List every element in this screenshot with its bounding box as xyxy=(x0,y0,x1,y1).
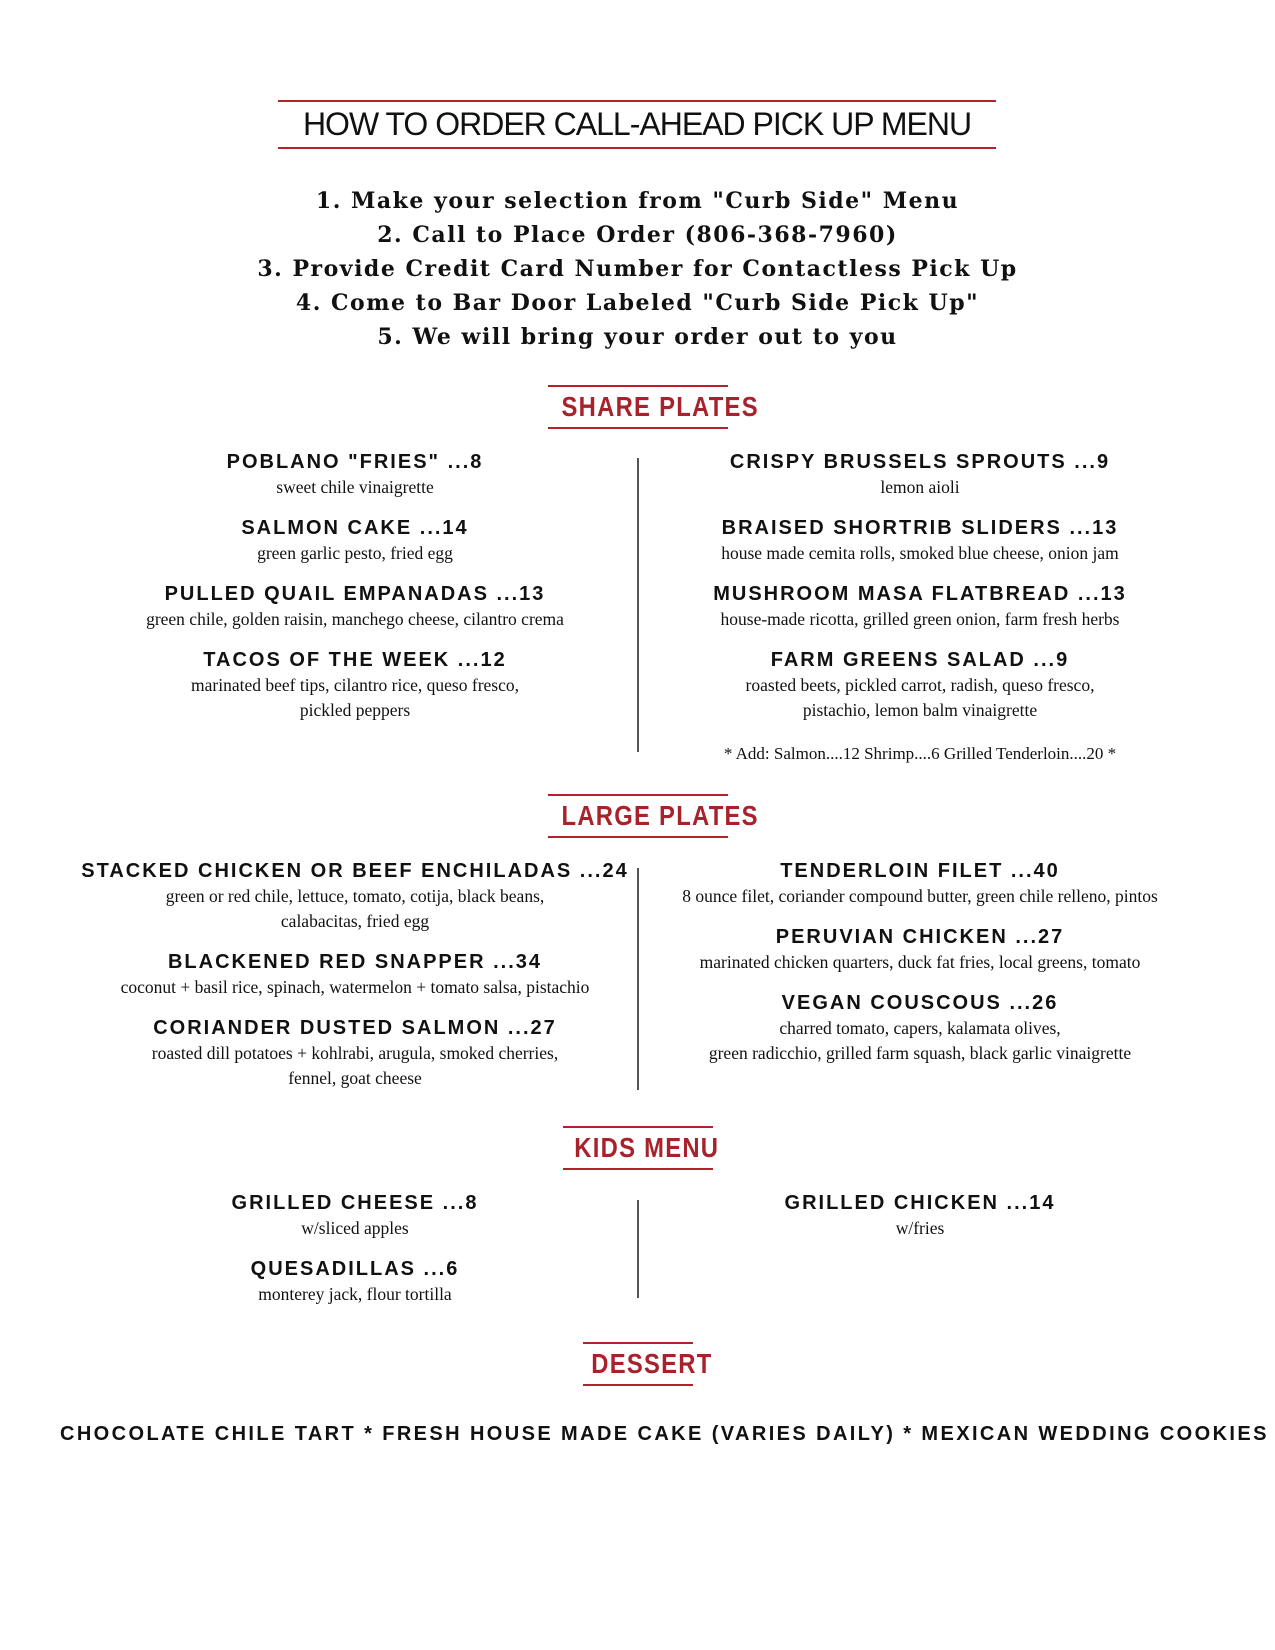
menu-item xyxy=(80,1190,630,1241)
item-description: coconut + basil rice, spinach, watermelon + tomato salsa, pistachio xyxy=(120,977,590,997)
item-name: QUESADILLAS ...6 xyxy=(250,1258,460,1280)
item-description: roasted beets, pickled carrot, radish, queso fresco, xyxy=(745,675,1095,695)
menu-item xyxy=(660,647,1180,723)
title-bottom-rule xyxy=(278,147,996,149)
heading-rule xyxy=(548,427,728,429)
item-name: CRISPY BRUSSELS SPROUTS ...9 xyxy=(729,451,1111,473)
large-plates-right xyxy=(645,858,1195,1081)
item-name: STACKED CHICKEN OR BEEF ENCHILADAS ...24 xyxy=(81,860,629,882)
heading-rule xyxy=(583,1384,693,1386)
item-name: PULLED QUAIL EMPANADAS ...13 xyxy=(164,583,546,605)
menu-item xyxy=(660,515,1180,566)
menu-item xyxy=(80,449,630,500)
section-title: LARGE PLATES xyxy=(561,800,759,831)
item-name: TENDERLOIN FILET ...40 xyxy=(780,860,1060,882)
item-name: FARM GREENS SALAD ...9 xyxy=(770,649,1070,671)
column-divider xyxy=(637,458,639,752)
heading-rule xyxy=(563,1168,713,1170)
column-divider xyxy=(637,1200,639,1298)
item-description: sweet chile vinaigrette xyxy=(276,477,434,497)
item-description: marinated beef tips, cilantro rice, queso fresco, xyxy=(191,675,519,695)
share-plates-heading xyxy=(548,385,759,429)
section-title: SHARE PLATES xyxy=(561,391,759,422)
item-description: charred tomato, capers, kalamata olives, xyxy=(779,1018,1061,1038)
menu-item xyxy=(80,1015,630,1091)
kids-menu-heading xyxy=(563,1126,720,1170)
share-plates-left xyxy=(80,449,630,738)
menu-item xyxy=(80,515,630,566)
item-description: monterey jack, flour tortilla xyxy=(258,1284,452,1304)
section-title: DESSERT xyxy=(591,1348,713,1379)
item-description: lemon aioli xyxy=(880,477,960,497)
order-steps xyxy=(150,184,1125,354)
step-2: 2. Call to Place Order (806-368-7960) xyxy=(377,222,898,248)
item-name: BRAISED SHORTRIB SLIDERS ...13 xyxy=(721,517,1119,539)
item-description: house made cemita rolls, smoked blue cheese, onion jam xyxy=(721,543,1119,563)
step-5: 5. We will bring your order out to you xyxy=(377,324,898,350)
heading-rule xyxy=(548,836,728,838)
page-title: HOW TO ORDER CALL-AHEAD PICK UP MENU xyxy=(302,106,972,142)
item-description-line-2: pickled peppers xyxy=(299,700,411,720)
item-description: 8 ounce filet, coriander compound butter, green chile relleno, pintos xyxy=(682,886,1158,906)
dessert-items: CHOCOLATE CHILE TART * FRESH HOUSE MADE CAKE (VARIES DAILY) * MEXICAN WEDDING COOKIES xyxy=(60,1423,1269,1445)
item-name: SALMON CAKE ...14 xyxy=(241,517,469,539)
step-3: 3. Provide Credit Card Number for Contactless Pick Up xyxy=(257,256,1018,282)
item-description: green chile, golden raisin, manchego cheese, cilantro crema xyxy=(146,609,564,629)
item-name: CORIANDER DUSTED SALMON ...27 xyxy=(153,1017,557,1039)
menu-item xyxy=(660,449,1180,500)
menu-item xyxy=(80,858,630,934)
item-name: TACOS OF THE WEEK ...12 xyxy=(203,649,507,671)
dessert-heading xyxy=(583,1342,713,1386)
item-name: BLACKENED RED SNAPPER ...34 xyxy=(167,951,543,973)
menu-item xyxy=(80,647,630,723)
item-description: green garlic pesto, fried egg xyxy=(257,543,453,563)
menu-item xyxy=(660,581,1180,632)
item-name: POBLANO "FRIES" ...8 xyxy=(226,451,484,473)
menu-item xyxy=(80,1256,630,1307)
item-name: GRILLED CHEESE ...8 xyxy=(231,1192,479,1214)
item-description: w/sliced apples xyxy=(301,1218,409,1238)
section-title: KIDS MENU xyxy=(574,1132,720,1163)
menu-item xyxy=(660,1190,1180,1241)
item-description-line-2: calabacitas, fried egg xyxy=(280,911,430,931)
column-divider xyxy=(637,868,639,1090)
item-name: VEGAN COUSCOUS ...26 xyxy=(781,992,1059,1014)
kids-menu-left xyxy=(80,1190,630,1322)
item-name: MUSHROOM MASA FLATBREAD ...13 xyxy=(713,583,1127,605)
share-plates-right xyxy=(660,449,1180,738)
item-description-line-2: green radicchio, grilled farm squash, black garlic vinaigrette xyxy=(708,1043,1132,1063)
large-plates-left xyxy=(80,858,630,1106)
menu-item xyxy=(645,924,1195,975)
item-description: house-made ricotta, grilled green onion, farm fresh herbs xyxy=(720,609,1120,629)
item-name: PERUVIAN CHICKEN ...27 xyxy=(775,926,1065,948)
large-plates-heading xyxy=(548,794,759,838)
salad-addons: * Add: Salmon....12 Shrimp....6 Grilled Tenderloin....20 * xyxy=(723,744,1117,763)
item-description: marinated chicken quarters, duck fat fries, local greens, tomato xyxy=(699,952,1141,972)
item-description: roasted dill potatoes + kohlrabi, arugula, smoked cherries, xyxy=(151,1043,559,1063)
menu-item xyxy=(645,858,1195,909)
item-description-line-2: fennel, goat cheese xyxy=(288,1068,422,1088)
menu-item xyxy=(645,990,1195,1066)
step-4: 4. Come to Bar Door Labeled "Curb Side Pick Up" xyxy=(295,290,980,316)
menu-item xyxy=(80,581,630,632)
kids-menu-right xyxy=(660,1190,1180,1256)
menu-item xyxy=(80,949,630,1000)
item-description: w/fries xyxy=(895,1218,945,1238)
item-name: GRILLED CHICKEN ...14 xyxy=(784,1192,1056,1214)
item-description: green or red chile, lettuce, tomato, cotija, black beans, xyxy=(165,886,545,906)
step-1: 1. Make your selection from "Curb Side" Menu xyxy=(315,188,960,214)
title-top-rule xyxy=(278,100,996,102)
item-description-line-2: pistachio, lemon balm vinaigrette xyxy=(802,700,1038,720)
